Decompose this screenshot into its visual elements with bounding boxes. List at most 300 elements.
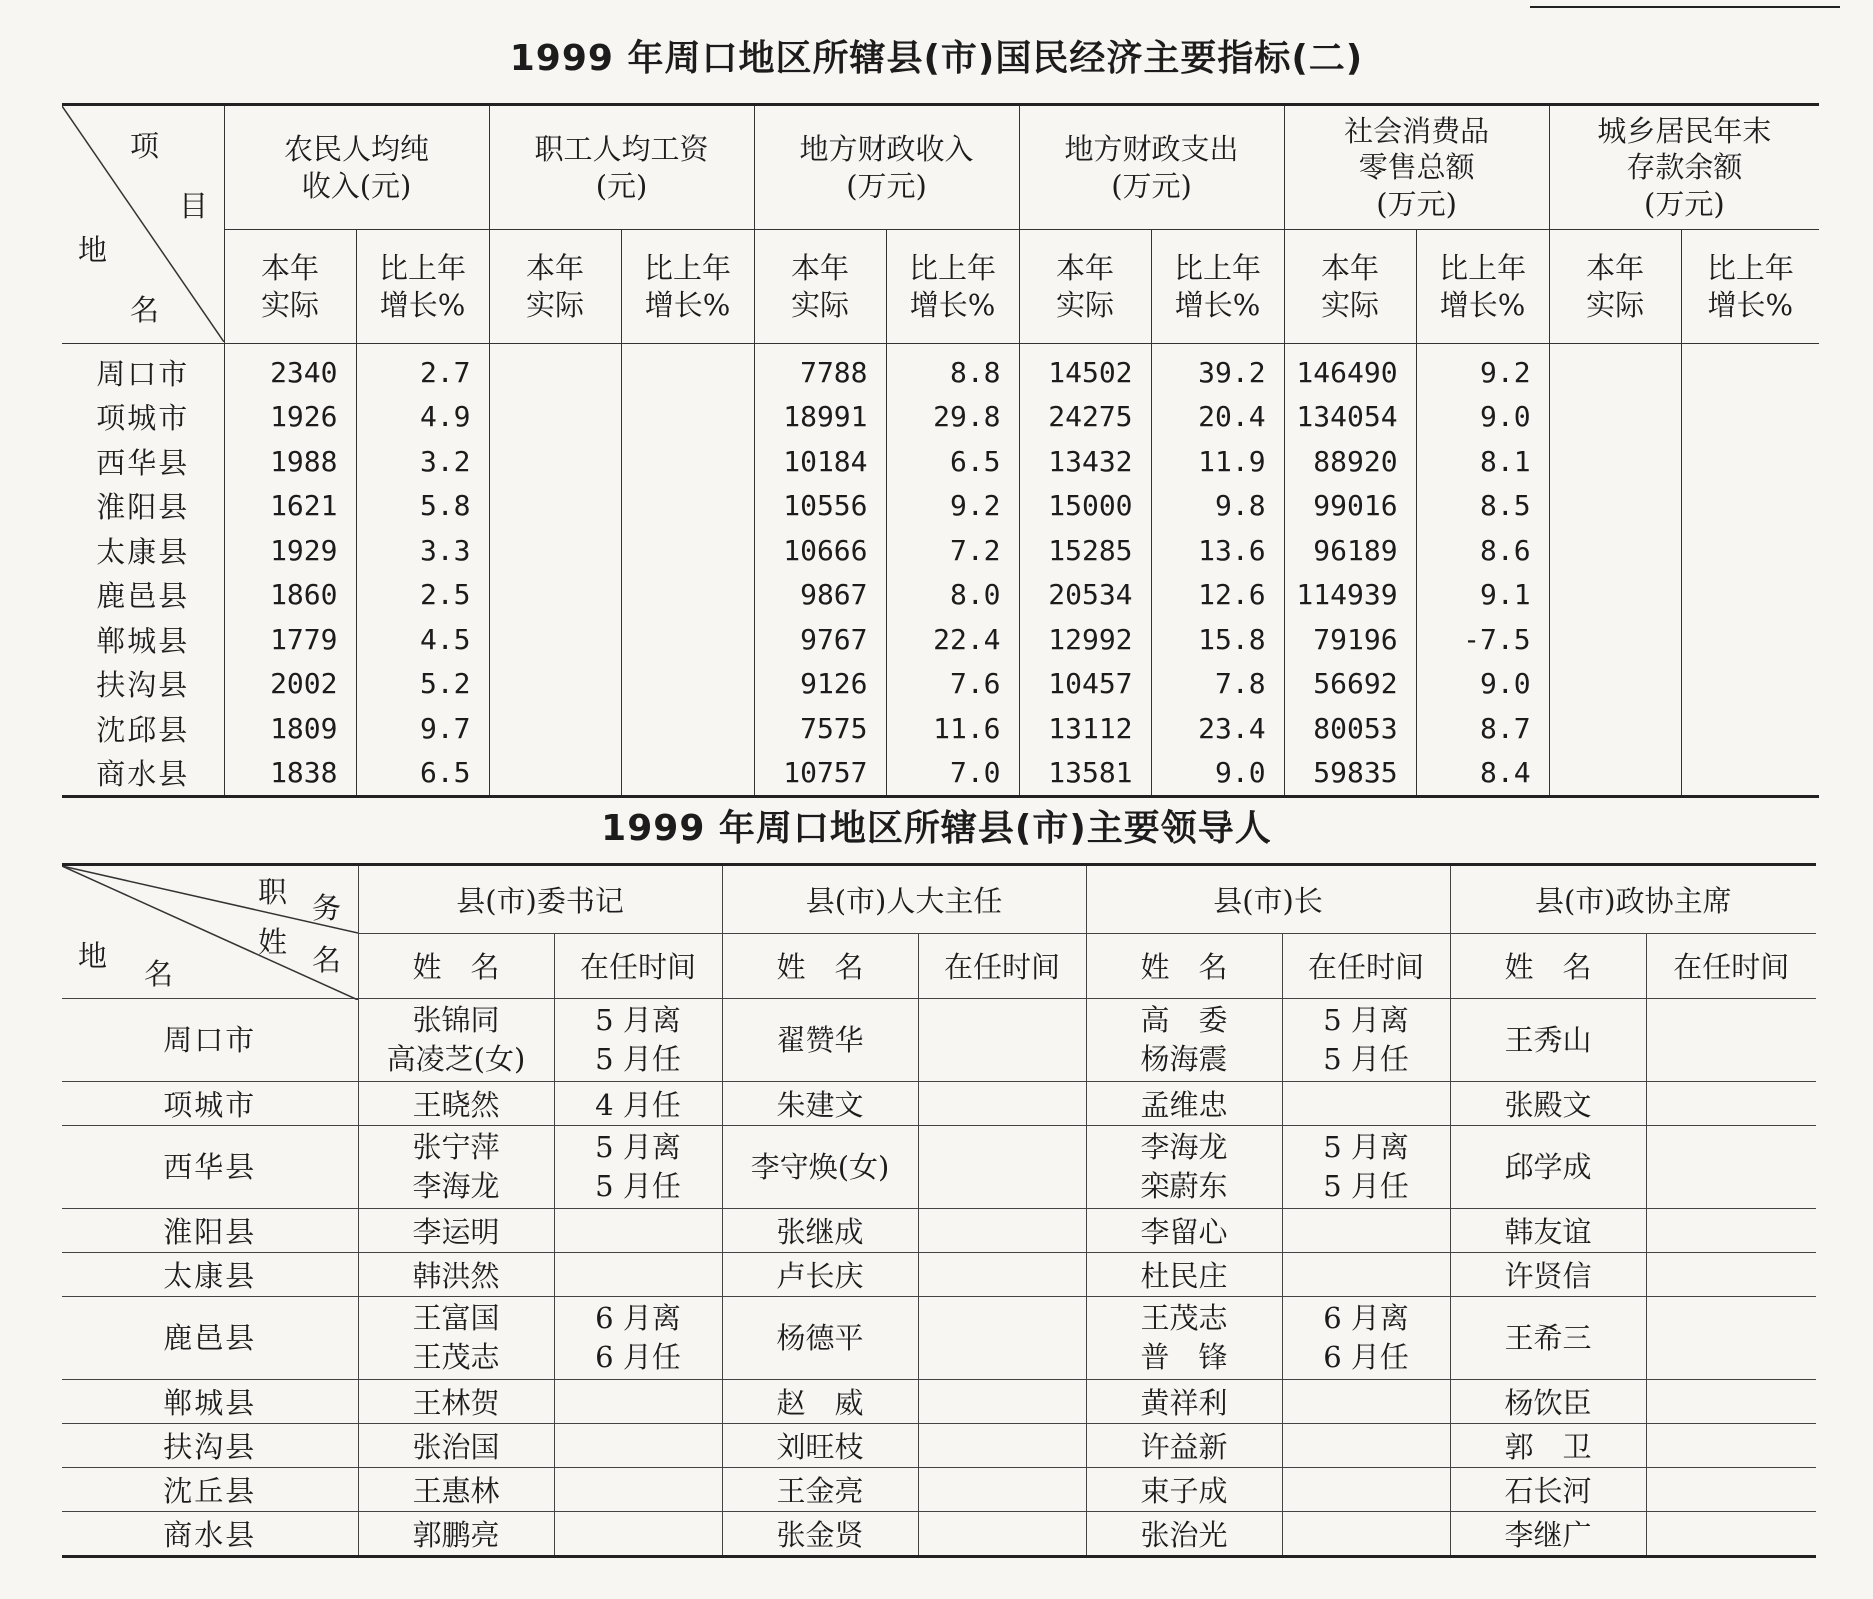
leader-name-line: 张殿文 xyxy=(1504,1088,1592,1122)
economy-group-header-line: 城乡居民年末 xyxy=(1597,114,1772,149)
value-exp-g: 9.0 xyxy=(1151,751,1284,797)
sub-header-actual xyxy=(224,230,356,344)
sub-header-growth-line: 比上年 xyxy=(909,251,997,286)
economy-row xyxy=(62,751,1819,797)
value-wage-g xyxy=(621,439,754,484)
value-rev-g: 22.4 xyxy=(886,617,1019,662)
leader-name-npc xyxy=(722,1253,918,1297)
sub-header-growth xyxy=(1151,230,1284,344)
sub-header-growth xyxy=(1681,230,1819,344)
value-exp-g: 12.6 xyxy=(1151,573,1284,618)
leader-term-line: 6 月离 xyxy=(595,1301,681,1335)
value-rev-g: 8.8 xyxy=(886,344,1019,395)
value-dep-g xyxy=(1681,706,1819,751)
economy-group-header-5 xyxy=(1549,105,1819,230)
leader-name-npc xyxy=(722,1297,918,1380)
region-name: 鹿邑县 xyxy=(62,1297,358,1380)
value-farmer: 1838 xyxy=(224,751,356,797)
leader-term-npc xyxy=(918,1209,1086,1253)
leaders-title: 1999 年周口地区所辖县(市)主要领导人 xyxy=(601,808,1272,849)
economy-group-header-1 xyxy=(489,105,754,230)
leader-name-npc xyxy=(722,1512,918,1557)
leader-name-cppcc xyxy=(1450,1512,1646,1557)
economy-group-header-line: 地方财政支出 xyxy=(1064,132,1239,167)
leader-term-line: 5 月离 xyxy=(595,1130,681,1164)
leader-name-cppcc xyxy=(1450,1253,1646,1297)
value-dep xyxy=(1549,484,1681,529)
leader-name-cppcc xyxy=(1450,1468,1646,1512)
economy-group-header-line: 农民人均纯 xyxy=(284,132,430,167)
leaders-row xyxy=(62,1082,1816,1126)
value-farmer-g: 9.7 xyxy=(356,706,489,751)
value-farmer-g: 3.2 xyxy=(356,439,489,484)
region-name: 西华县 xyxy=(62,439,224,484)
leader-name-sec xyxy=(358,1424,554,1468)
value-rev-g: 9.2 xyxy=(886,484,1019,529)
sub-header-name: 姓 名 xyxy=(1086,933,1282,999)
value-rev-g: 8.0 xyxy=(886,573,1019,618)
leader-name-line: 王茂志 xyxy=(1140,1301,1228,1335)
economy-group-header-line: 零售总额 xyxy=(1358,150,1475,185)
leader-name-sec xyxy=(358,1209,554,1253)
leader-name-line: 高 委 xyxy=(1140,1003,1228,1037)
sub-header-growth-line: 增长% xyxy=(379,287,466,322)
value-dep xyxy=(1549,395,1681,440)
value-farmer: 1926 xyxy=(224,395,356,440)
leaders-group-header-0: 县(市)委书记 xyxy=(358,865,722,934)
leader-name-npc xyxy=(722,1380,918,1424)
value-exp-g: 7.8 xyxy=(1151,662,1284,707)
leader-name-sec xyxy=(358,1468,554,1512)
sub-header-name: 姓 名 xyxy=(358,933,554,999)
leader-term-cppcc xyxy=(1646,1082,1816,1126)
corner-region-label-2: 名 xyxy=(144,957,174,991)
value-wage xyxy=(489,617,621,662)
sub-header-growth xyxy=(1416,230,1549,344)
corner-region-label-2: 名 xyxy=(130,293,160,327)
economy-group-header-line: (万元) xyxy=(1111,168,1192,203)
economy-row xyxy=(62,617,1819,662)
corner-name-label-2: 名 xyxy=(312,943,342,977)
value-exp: 13432 xyxy=(1019,439,1151,484)
value-dep xyxy=(1549,573,1681,618)
sub-header-actual-line: 实际 xyxy=(526,287,585,322)
leader-name-line: 张锦同 xyxy=(412,1003,500,1037)
value-exp-g: 9.8 xyxy=(1151,484,1284,529)
leader-name-mayor xyxy=(1086,1297,1282,1380)
leader-term-mayor xyxy=(1282,1209,1450,1253)
leader-name-line: 王林贺 xyxy=(412,1386,500,1420)
sub-header-actual xyxy=(489,230,621,344)
leaders-row xyxy=(62,1209,1816,1253)
value-retail: 79196 xyxy=(1284,617,1416,662)
value-wage xyxy=(489,573,621,618)
leader-name-line: 张金贤 xyxy=(776,1518,864,1552)
leader-term-mayor xyxy=(1282,1297,1450,1380)
sub-header-time: 在任时间 xyxy=(554,933,722,999)
leader-name-line: 赵 威 xyxy=(776,1386,864,1420)
value-retail-g: 9.2 xyxy=(1416,344,1549,395)
value-retail: 99016 xyxy=(1284,484,1416,529)
leader-name-line: 普 锋 xyxy=(1140,1340,1228,1374)
value-farmer: 1929 xyxy=(224,528,356,573)
value-rev: 10556 xyxy=(754,484,886,529)
sub-header-growth xyxy=(886,230,1019,344)
leader-name-line: 王晓然 xyxy=(412,1088,500,1122)
leader-name-line: 王秀山 xyxy=(1504,1022,1592,1057)
leader-term-npc xyxy=(918,1297,1086,1380)
leader-name-cppcc xyxy=(1450,1126,1646,1209)
value-wage xyxy=(489,662,621,707)
leader-name-line: 杨饮臣 xyxy=(1504,1386,1592,1420)
value-exp: 12992 xyxy=(1019,617,1151,662)
leader-term-npc xyxy=(918,1082,1086,1126)
value-rev-g: 6.5 xyxy=(886,439,1019,484)
leader-name-line: 张治国 xyxy=(412,1430,500,1464)
leader-name-sec xyxy=(358,1380,554,1424)
value-rev-g: 29.8 xyxy=(886,395,1019,440)
value-dep xyxy=(1549,751,1681,797)
leader-term-line: 5 月任 xyxy=(1323,1169,1409,1203)
leader-name-cppcc xyxy=(1450,1297,1646,1380)
sub-header-time: 在任时间 xyxy=(1282,933,1450,999)
sub-header-growth-line: 比上年 xyxy=(1706,251,1794,286)
economy-row xyxy=(62,706,1819,751)
value-retail-g: 8.7 xyxy=(1416,706,1549,751)
region-name: 项城市 xyxy=(62,395,224,440)
value-dep-g xyxy=(1681,344,1819,395)
leader-name-mayor xyxy=(1086,1126,1282,1209)
leader-name-mayor xyxy=(1086,1468,1282,1512)
leader-name-line: 石长河 xyxy=(1504,1474,1592,1508)
leader-name-line: 韩洪然 xyxy=(412,1259,500,1293)
leader-name-sec xyxy=(358,1297,554,1380)
leader-name-npc xyxy=(722,1082,918,1126)
sub-header-actual-line: 实际 xyxy=(260,287,319,322)
value-dep xyxy=(1549,528,1681,573)
value-farmer-g: 4.5 xyxy=(356,617,489,662)
leader-term-cppcc xyxy=(1646,1253,1816,1297)
leader-name-line: 杨德平 xyxy=(776,1320,864,1355)
leader-name-sec xyxy=(358,1126,554,1209)
leader-term-cppcc xyxy=(1646,1512,1816,1557)
leader-term-npc xyxy=(918,1424,1086,1468)
value-wage xyxy=(489,484,621,529)
leaders-row xyxy=(62,999,1816,1082)
value-wage xyxy=(489,395,621,440)
leader-term-sec xyxy=(554,1512,722,1557)
region-name: 太康县 xyxy=(62,528,224,573)
leader-name-line: 张继成 xyxy=(776,1215,864,1249)
value-exp: 14502 xyxy=(1019,344,1151,395)
value-wage xyxy=(489,751,621,797)
value-wage xyxy=(489,344,621,395)
value-exp-g: 39.2 xyxy=(1151,344,1284,395)
value-wage-g xyxy=(621,528,754,573)
value-exp: 20534 xyxy=(1019,573,1151,618)
value-retail-g: 9.0 xyxy=(1416,662,1549,707)
sub-header-growth-line: 比上年 xyxy=(644,251,732,286)
economy-table xyxy=(62,103,1819,798)
sub-header-growth-line: 增长% xyxy=(1439,287,1526,322)
region-name: 周口市 xyxy=(62,344,224,395)
sub-header-growth-line: 比上年 xyxy=(1439,251,1527,286)
region-name: 扶沟县 xyxy=(62,1424,358,1468)
value-retail: 96189 xyxy=(1284,528,1416,573)
leader-name-mayor xyxy=(1086,1253,1282,1297)
leader-name-line: 高凌芝(女) xyxy=(386,1042,526,1076)
region-name: 沈邱县 xyxy=(62,706,224,751)
value-dep-g xyxy=(1681,484,1819,529)
leader-term-sec xyxy=(554,1380,722,1424)
value-farmer-g: 4.9 xyxy=(356,395,489,440)
leader-term-cppcc xyxy=(1646,1297,1816,1380)
leader-name-cppcc xyxy=(1450,1209,1646,1253)
economy-group-header-line: (元) xyxy=(595,168,648,203)
leaders-group-header-3: 县(市)政协主席 xyxy=(1450,865,1816,934)
sub-header-actual-line: 实际 xyxy=(1056,287,1115,322)
economy-group-header-line: (万元) xyxy=(1376,186,1457,221)
value-retail: 80053 xyxy=(1284,706,1416,751)
value-wage-g xyxy=(621,395,754,440)
leader-term-npc xyxy=(918,999,1086,1082)
value-dep-g xyxy=(1681,528,1819,573)
leader-term-line: 5 月任 xyxy=(1323,1042,1409,1076)
value-farmer-g: 3.3 xyxy=(356,528,489,573)
economy-group-header-line: (万元) xyxy=(1644,186,1725,221)
leader-name-line: 韩友谊 xyxy=(1504,1215,1592,1249)
leader-name-line: 张治光 xyxy=(1140,1518,1228,1552)
sub-header-growth-line: 增长% xyxy=(909,287,996,322)
leader-name-line: 王惠林 xyxy=(412,1474,500,1508)
leader-term-mayor xyxy=(1282,1380,1450,1424)
leader-name-sec xyxy=(358,1082,554,1126)
leader-term-sec xyxy=(554,1468,722,1512)
value-retail: 59835 xyxy=(1284,751,1416,797)
value-exp: 10457 xyxy=(1019,662,1151,707)
value-exp: 15285 xyxy=(1019,528,1151,573)
leader-term-cppcc xyxy=(1646,1380,1816,1424)
leader-term-mayor xyxy=(1282,1126,1450,1209)
value-wage-g xyxy=(621,751,754,797)
leader-name-sec xyxy=(358,1253,554,1297)
value-retail: 134054 xyxy=(1284,395,1416,440)
leader-name-line: 许贤信 xyxy=(1504,1259,1592,1293)
leader-name-line: 杨海震 xyxy=(1140,1042,1228,1076)
sub-header-actual xyxy=(1549,230,1681,344)
sub-header-actual-line: 实际 xyxy=(1321,287,1380,322)
value-exp: 13581 xyxy=(1019,751,1151,797)
leader-term-cppcc xyxy=(1646,1126,1816,1209)
economy-row xyxy=(62,439,1819,484)
leader-name-npc xyxy=(722,1209,918,1253)
sub-header-actual-line: 本年 xyxy=(1586,251,1645,286)
leader-term-line: 5 月离 xyxy=(1323,1003,1409,1037)
value-dep xyxy=(1549,344,1681,395)
value-wage-g xyxy=(621,344,754,395)
value-exp-g: 11.9 xyxy=(1151,439,1284,484)
value-rev: 10666 xyxy=(754,528,886,573)
leader-name-line: 刘旺枝 xyxy=(776,1430,864,1464)
leader-term-sec xyxy=(554,1126,722,1209)
sub-header-growth-line: 增长% xyxy=(1174,287,1261,322)
leader-name-sec xyxy=(358,1512,554,1557)
value-farmer: 2340 xyxy=(224,344,356,395)
leaders-corner-cell xyxy=(62,865,358,999)
value-farmer: 1860 xyxy=(224,573,356,618)
leader-name-line: 李海龙 xyxy=(1140,1130,1228,1164)
value-wage xyxy=(489,439,621,484)
economy-group-header-3 xyxy=(1019,105,1284,230)
leader-term-sec xyxy=(554,1424,722,1468)
economy-group-header-row xyxy=(62,105,1819,230)
value-dep-g xyxy=(1681,395,1819,440)
value-rev: 7575 xyxy=(754,706,886,751)
leader-term-line: 6 月任 xyxy=(1323,1340,1409,1374)
value-rev: 10184 xyxy=(754,439,886,484)
economy-row xyxy=(62,662,1819,707)
leader-term-sec xyxy=(554,1297,722,1380)
sub-header-actual-line: 实际 xyxy=(1586,287,1645,322)
economy-corner-cell xyxy=(62,105,224,344)
value-dep xyxy=(1549,617,1681,662)
sub-header-growth-line: 比上年 xyxy=(379,251,467,286)
value-dep-g xyxy=(1681,573,1819,618)
leader-name-line: 孟维忠 xyxy=(1140,1088,1228,1122)
value-exp-g: 23.4 xyxy=(1151,706,1284,751)
sub-header-actual-line: 本年 xyxy=(1321,251,1380,286)
leaders-group-header-1: 县(市)人大主任 xyxy=(722,865,1086,934)
leader-name-npc xyxy=(722,999,918,1082)
value-exp: 15000 xyxy=(1019,484,1151,529)
value-farmer-g: 5.8 xyxy=(356,484,489,529)
value-retail: 88920 xyxy=(1284,439,1416,484)
leader-name-sec xyxy=(358,999,554,1082)
leader-name-line: 邱学成 xyxy=(1504,1149,1592,1184)
value-farmer: 2002 xyxy=(224,662,356,707)
leader-term-sec xyxy=(554,999,722,1082)
region-name: 扶沟县 xyxy=(62,662,224,707)
value-farmer: 1988 xyxy=(224,439,356,484)
leader-name-cppcc xyxy=(1450,999,1646,1082)
economy-group-header-line: 职工人均工资 xyxy=(534,132,709,167)
value-farmer-g: 2.7 xyxy=(356,344,489,395)
value-rev: 9126 xyxy=(754,662,886,707)
sub-header-actual-line: 本年 xyxy=(791,251,850,286)
value-wage xyxy=(489,528,621,573)
region-name: 商水县 xyxy=(62,1512,358,1557)
leader-name-line: 杜民庄 xyxy=(1140,1259,1228,1293)
leader-name-line: 栾蔚东 xyxy=(1140,1169,1228,1203)
value-retail-g: 8.5 xyxy=(1416,484,1549,529)
leaders-row xyxy=(62,1253,1816,1297)
leader-term-npc xyxy=(918,1468,1086,1512)
leader-term-cppcc xyxy=(1646,1424,1816,1468)
economy-row xyxy=(62,528,1819,573)
economy-row xyxy=(62,573,1819,618)
leader-term-line: 5 月任 xyxy=(595,1042,681,1076)
corner-item-label-2: 目 xyxy=(179,189,209,223)
leader-name-line: 李留心 xyxy=(1140,1215,1228,1249)
value-rev-g: 7.2 xyxy=(886,528,1019,573)
region-name: 项城市 xyxy=(62,1082,358,1126)
economy-group-header-line: 社会消费品 xyxy=(1344,114,1490,149)
leader-name-line: 许益新 xyxy=(1140,1430,1228,1464)
leader-term-sec xyxy=(554,1209,722,1253)
sub-header-growth-line: 比上年 xyxy=(1174,251,1262,286)
sub-header-actual-line: 实际 xyxy=(791,287,850,322)
economy-group-header-line: 地方财政收入 xyxy=(799,132,974,167)
corner-post-label-2: 务 xyxy=(312,891,342,925)
leader-term-mayor xyxy=(1282,1468,1450,1512)
value-dep-g xyxy=(1681,751,1819,797)
value-rev: 18991 xyxy=(754,395,886,440)
sub-header-actual-line: 本年 xyxy=(526,251,585,286)
leader-name-line: 李守焕(女) xyxy=(750,1149,890,1184)
leader-term-cppcc xyxy=(1646,1209,1816,1253)
leader-name-line: 朱建文 xyxy=(776,1088,864,1122)
leader-name-line: 张宁萍 xyxy=(412,1130,500,1164)
value-farmer: 1779 xyxy=(224,617,356,662)
value-farmer: 1809 xyxy=(224,706,356,751)
economy-row xyxy=(62,395,1819,440)
value-retail-g: 8.4 xyxy=(1416,751,1549,797)
economy-group-header-2 xyxy=(754,105,1019,230)
leader-name-mayor xyxy=(1086,1082,1282,1126)
economy-title: 1999 年周口地区所辖县(市)国民经济主要指标(二) xyxy=(509,38,1364,79)
leader-term-npc xyxy=(918,1512,1086,1557)
leader-term-line: 5 月离 xyxy=(595,1003,681,1037)
sub-header-time: 在任时间 xyxy=(918,933,1086,999)
leader-name-mayor xyxy=(1086,1209,1282,1253)
value-farmer-g: 5.2 xyxy=(356,662,489,707)
leader-term-line: 5 月任 xyxy=(595,1169,681,1203)
leader-name-cppcc xyxy=(1450,1380,1646,1424)
value-exp-g: 20.4 xyxy=(1151,395,1284,440)
value-dep-g xyxy=(1681,617,1819,662)
economy-row xyxy=(62,484,1819,529)
value-rev-g: 7.6 xyxy=(886,662,1019,707)
leader-name-line: 束子成 xyxy=(1140,1474,1228,1508)
leader-name-npc xyxy=(722,1468,918,1512)
corner-region-label: 地 xyxy=(78,233,108,267)
economy-group-header-0 xyxy=(224,105,489,230)
leader-term-npc xyxy=(918,1126,1086,1209)
leader-term-mayor xyxy=(1282,1082,1450,1126)
value-retail-g: 8.6 xyxy=(1416,528,1549,573)
leader-name-line: 王金亮 xyxy=(776,1474,864,1508)
value-rev-g: 11.6 xyxy=(886,706,1019,751)
region-name: 西华县 xyxy=(62,1126,358,1209)
region-name: 郸城县 xyxy=(62,617,224,662)
value-retail: 56692 xyxy=(1284,662,1416,707)
value-retail: 146490 xyxy=(1284,344,1416,395)
leader-name-line: 黄祥利 xyxy=(1140,1386,1228,1420)
leader-term-line: 5 月离 xyxy=(1323,1130,1409,1164)
leaders-row xyxy=(62,1126,1816,1209)
leaders-table xyxy=(62,863,1816,1558)
value-dep xyxy=(1549,662,1681,707)
sub-header-actual-line: 本年 xyxy=(1056,251,1115,286)
economy-group-header-line: (万元) xyxy=(846,168,927,203)
leader-name-line: 卢长庆 xyxy=(776,1259,864,1293)
value-farmer: 1621 xyxy=(224,484,356,529)
value-retail-g: 9.1 xyxy=(1416,573,1549,618)
leader-name-mayor xyxy=(1086,1424,1282,1468)
sub-header-name: 姓 名 xyxy=(1450,933,1646,999)
value-wage-g xyxy=(621,662,754,707)
value-rev-g: 7.0 xyxy=(886,751,1019,797)
